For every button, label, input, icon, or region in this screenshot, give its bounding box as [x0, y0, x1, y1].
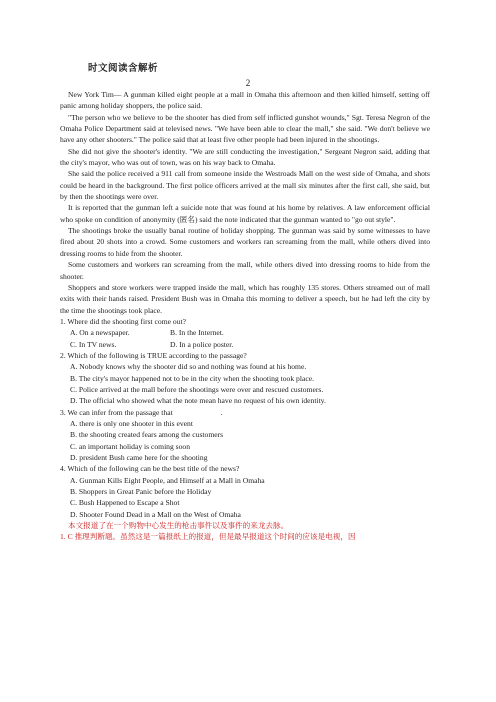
option-b: B. the shooting created fears among the customers — [70, 430, 224, 440]
paragraph: She did not give the shooter's identity. "We are still conducting the investigation," Sergeant Negron said, adding that the city's mayor, who was out of town, was on his way back to Omaha. — [60, 146, 430, 168]
question-4: 4. Which of the following can be the best title of the news? — [60, 464, 240, 474]
option-b: B. In the Internet. — [170, 328, 224, 338]
paragraph: It is reported that the gunman left a suicide note that was found at his home by relatives. A law enforcement official who spoke on condition of anonymity (匿名) said the note indicated that the gunman wanted to "go out style". — [60, 203, 430, 224]
option-d: D. Shooter Found Dead in a Mall on the West of Omaha — [70, 509, 241, 519]
option-c: C. In TV news. — [70, 339, 117, 349]
paragraph: She said the police received a 911 call from someone inside the Westroads Mall on the west side of Omaha, and shots could be heard in the background. The first police officers arrived at the mall six minutes after the first call, she said, but by then the shootings were over. — [60, 169, 430, 202]
question-3-text: 3. We can infer from the passage that — [60, 407, 173, 417]
paragraph: "The person who we believe to be the shooter has died from self inflicted gunshot wounds," Sgt. Teresa Negron of the Omaha Police Department said at televised news. "We have been able to clear the mall," she said. "We don't believe we have any other shooters." The police said that at least five other people had been injured in the shootings. — [60, 112, 430, 145]
question-1-options-row-1 — [60, 327, 430, 338]
question-3 — [60, 407, 430, 418]
passage-body — [60, 89, 430, 543]
option-d: D. In a police poster. — [170, 339, 234, 349]
option-c: C. an important holiday is coming soon — [70, 441, 191, 451]
option-d: D. president Bush came here for the shooting — [70, 453, 208, 462]
option-b: B. Shoppers in Great Panic before the Holiday — [70, 487, 212, 497]
answer-1-letter: C — [67, 532, 73, 542]
option-a: A. Nobody knows why the shooter did so and nothing was found at his home. — [70, 362, 307, 372]
option-a: A. Gunman Kills Eight People, and Himself at a Mall in Omaha — [70, 475, 265, 485]
question-3-tail: . — [220, 407, 223, 417]
option-c: C. Police arrived at the mall before the shootings were over and rescued customers. — [70, 384, 324, 394]
question-2: 2. Which of the following is TRUE according to the passage? — [60, 350, 247, 360]
option-d: D. The official who showed what the note mean have no request of his own identity. — [70, 396, 326, 406]
paragraph: Some customers and workers ran screaming from the mall, while others dived into dressing rooms to hide from the shooter. — [60, 260, 430, 281]
paragraph: New York Tim— A gunman killed eight people at a mall in Omaha this afternoon and then killed himself, setting off panic among holiday shoppers, the police said. — [60, 90, 430, 111]
option-b: B. The city's mayor happened not to be in the city when the shooting took place. — [70, 373, 314, 383]
option-a: A. On a newspaper. — [70, 328, 130, 338]
answer-1-number: 1. — [60, 532, 66, 542]
analysis-intro: 本文报道了在一个购物中心发生的枪击事件以及事件的来龙去脉。 — [68, 521, 289, 531]
option-a: A. there is only one shooter in this event — [70, 418, 193, 428]
paragraph: Shoppers and store workers were trapped inside the mall, which has roughly 135 stores. Others streamed out of mall exits with their hands raised. President Bush was in Omaha this morning to deliver a speech, but he had left the city by the time the shootings took place. — [60, 282, 430, 315]
document-heading: 时文阅读含解析 — [88, 64, 159, 74]
answer-1-text: 推理判断题。虽然这是一篇报纸上的报道，但是最早报道这个时间的应该是电视，因 — [74, 532, 356, 542]
paragraph: The shootings broke the usually banal routine of holiday shopping. The gunman was said by some witnesses to have fired about 20 shots into a crowd. Some customers and workers ran screaming from the mall, while others dived into dressing rooms to hide from the shooter. — [60, 226, 430, 258]
passage-number: 2 — [245, 78, 251, 88]
question-1: 1. Where did the shooting first come out? — [60, 316, 186, 326]
option-c: C. Bush Happened to Escape a Shot — [70, 498, 180, 508]
question-1-options-row-2 — [60, 339, 430, 350]
answer-1-analysis — [60, 531, 430, 542]
